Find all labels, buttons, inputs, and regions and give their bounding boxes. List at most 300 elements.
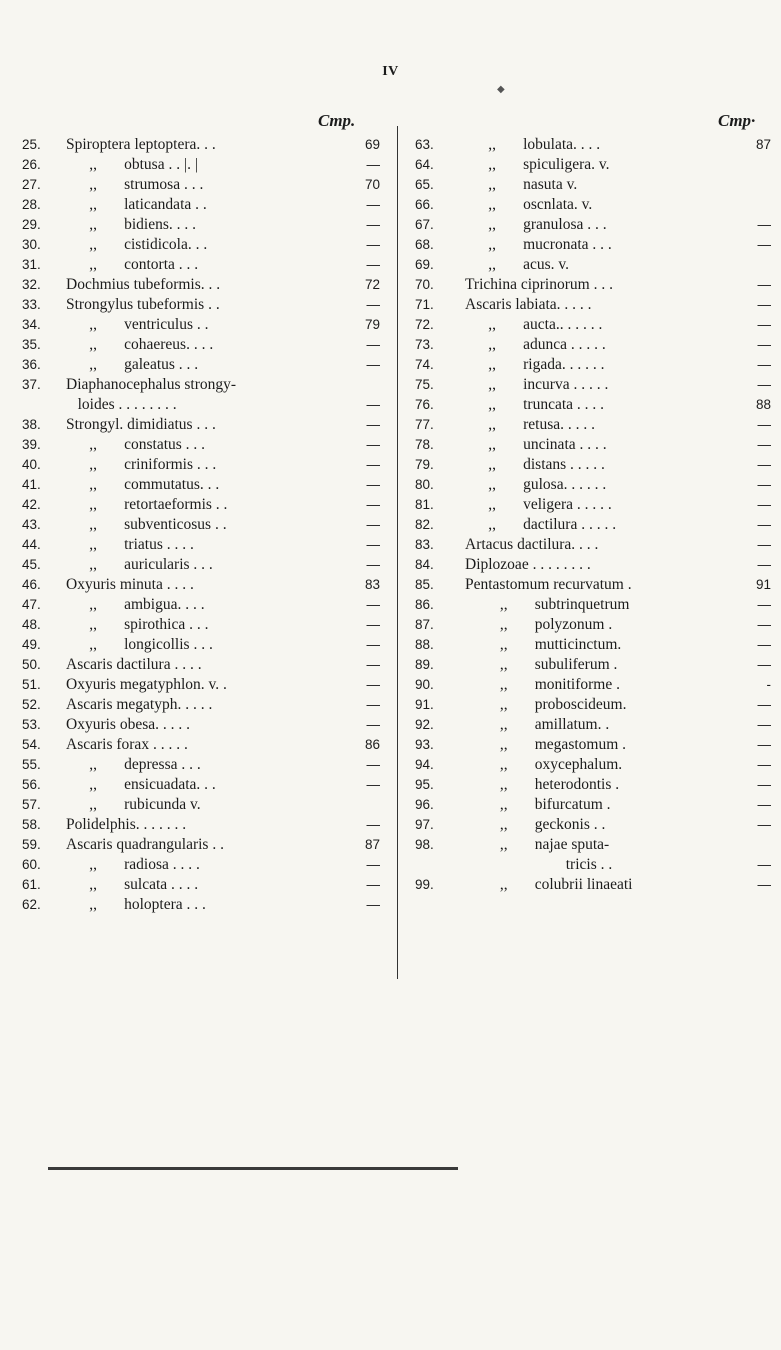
list-item [20, 415, 380, 435]
list-item [20, 535, 380, 555]
entry-page-ref: — [366, 437, 380, 452]
entry-number: 36. [22, 357, 41, 372]
entry-number: 63. [415, 137, 434, 152]
entry-name: ,, uncinata . . . . [465, 436, 607, 453]
entry-name: Diplozoae . . . . . . . . [465, 556, 591, 573]
entry-number: 70. [415, 277, 434, 292]
entry-number: 93. [415, 737, 434, 752]
entry-number: 81. [415, 497, 434, 512]
entry-name: ,, triatus . . . . [66, 536, 194, 553]
entry-number: 33. [22, 297, 41, 312]
entry-number: 84. [415, 557, 434, 572]
entry-page-ref: — [366, 477, 380, 492]
entry-name: ,, gulosa. . . . . . [465, 476, 607, 493]
list-item [20, 395, 380, 415]
entry-page-ref: — [757, 757, 771, 772]
entry-number: 43. [22, 517, 41, 532]
entry-page-ref: — [366, 717, 380, 732]
entry-name: ,, rubicunda v. [66, 796, 201, 813]
list-item [20, 435, 380, 455]
entry-name: ,, cohaereus. . . . [66, 336, 214, 353]
entry-page-ref: — [757, 497, 771, 512]
entry-number: 74. [415, 357, 434, 372]
entry-page-ref: — [366, 337, 380, 352]
entry-page-ref [358, 375, 380, 395]
entry-name: ,, incurva . . . . . [465, 376, 609, 393]
list-item [413, 855, 771, 875]
list-item [20, 755, 380, 775]
list-item [20, 875, 380, 895]
entry-page-ref: — [366, 817, 380, 832]
entry-name: ,, polyzonum . [465, 616, 613, 633]
entry-page-ref: — [757, 357, 771, 372]
list-item [20, 255, 380, 275]
entry-page-ref: — [757, 737, 771, 752]
list-item [20, 635, 380, 655]
entry-name: Ascaris quadrangularis . . [66, 836, 224, 853]
list-item [413, 455, 771, 475]
entry-number [20, 395, 66, 415]
entry-name: ,, cistidicola. . . [66, 236, 208, 253]
entry-number: 62. [22, 897, 41, 912]
entry-name: ,, proboscideum. [465, 696, 627, 713]
entry-name: ,, spirothica . . . [66, 616, 209, 633]
entry-page-ref: 87 [364, 837, 380, 852]
entry-page-ref [749, 155, 771, 175]
entry-number: 66. [415, 197, 434, 212]
list-item [413, 835, 771, 855]
list-item [20, 675, 380, 695]
entry-number: 47. [22, 597, 41, 612]
left-entry-list [20, 135, 380, 915]
entry-page-ref: — [366, 517, 380, 532]
entry-page-ref: — [757, 437, 771, 452]
entry-page-ref: — [366, 497, 380, 512]
entry-page-ref: — [366, 237, 380, 252]
list-item [413, 255, 771, 275]
list-item [413, 155, 771, 175]
entry-page-ref [749, 195, 771, 215]
entry-name: ,, aucta.. . . . . . [465, 316, 603, 333]
entry-name: ,, subventicosus . . [66, 516, 227, 533]
entry-page-ref: — [757, 457, 771, 472]
entry-name: ,, lobulata. . . . [465, 136, 601, 153]
entry-name: ,, radiosa . . . . [66, 856, 200, 873]
entry-number: 52. [22, 697, 41, 712]
list-item [413, 875, 771, 895]
bottom-rule [48, 1167, 458, 1170]
entry-number: 44. [22, 537, 41, 552]
entry-number: 91. [415, 697, 434, 712]
entry-number: 86. [415, 597, 434, 612]
list-item [413, 315, 771, 335]
entry-name: ,, monitiforme . [465, 676, 620, 693]
entry-page-ref: — [757, 517, 771, 532]
entry-name: Strongyl. dimidiatus . . . [66, 416, 216, 433]
entry-name: ,, retortaeformis . . [66, 496, 228, 513]
entry-number: 71. [415, 297, 434, 312]
entry-name: ,, heterodontis . [465, 776, 620, 793]
entry-page-ref: — [366, 697, 380, 712]
entry-page-ref: — [757, 657, 771, 672]
entry-number: 94. [415, 757, 434, 772]
entry-page-ref: — [366, 857, 380, 872]
list-item [413, 415, 771, 435]
list-item [413, 195, 771, 215]
list-item [413, 375, 771, 395]
entry-number: 38. [22, 417, 41, 432]
entry-name: ,, bidiens. . . . [66, 216, 197, 233]
entry-number: 58. [22, 817, 41, 832]
entry-number: 89. [415, 657, 434, 672]
entry-name: ,, bifurcatum . [465, 796, 611, 813]
entry-number: 99. [415, 877, 434, 892]
list-item [20, 515, 380, 535]
entry-name: Trichina ciprinorum . . . [465, 276, 613, 293]
entry-name: ,, criniformis . . . [66, 456, 217, 473]
entry-page-ref: — [757, 317, 771, 332]
list-item [20, 715, 380, 735]
list-item [413, 595, 771, 615]
list-item [413, 715, 771, 735]
entry-page-ref: — [757, 817, 771, 832]
entry-number: 37. [22, 377, 41, 392]
right-entry-list [413, 135, 771, 895]
entry-name: Ascaris dactilura . . . . [66, 656, 202, 673]
entry-page-ref [749, 255, 771, 275]
list-item [20, 615, 380, 635]
list-item [20, 275, 380, 295]
entry-name: Ascaris megatyph. . . . . [66, 696, 213, 713]
entry-name: ,, najae sputa- [465, 836, 610, 853]
entry-page-ref [749, 175, 771, 195]
entry-page-ref: — [757, 857, 771, 872]
list-item [20, 895, 380, 915]
entry-name: ,, distans . . . . . [465, 456, 605, 473]
list-item [413, 135, 771, 155]
entry-name: ,, adunca . . . . . [465, 336, 606, 353]
entry-page-ref: — [366, 637, 380, 652]
entry-number: 25. [22, 137, 41, 152]
entry-number: 78. [415, 437, 434, 452]
entry-number: 97. [415, 817, 434, 832]
entry-page-ref: — [757, 417, 771, 432]
entry-number: 75. [415, 377, 434, 392]
entry-number: 77. [415, 417, 434, 432]
list-item [413, 535, 771, 555]
entry-page-ref: — [366, 557, 380, 572]
entry-number: 51. [22, 677, 41, 692]
list-item [20, 455, 380, 475]
entry-name: Artacus dactilura. . . . [465, 536, 599, 553]
entry-number: 54. [22, 737, 41, 752]
entry-name: ,, auricularis . . . [66, 556, 213, 573]
entry-page-ref: 86 [364, 737, 380, 752]
list-item [20, 295, 380, 315]
entry-page-ref: — [757, 717, 771, 732]
entry-name: ,, dactilura . . . . . [465, 516, 617, 533]
entry-name: ,, granulosa . . . [465, 216, 607, 233]
entry-number: 85. [415, 577, 434, 592]
entry-name: ,, depressa . . . [66, 756, 201, 773]
entry-number: 64. [415, 157, 434, 172]
list-item [413, 395, 771, 415]
entry-name: ,, geckonis . . [465, 816, 606, 833]
list-item [20, 835, 380, 855]
list-item [413, 735, 771, 755]
list-item [413, 495, 771, 515]
entry-number: 72. [415, 317, 434, 332]
list-item [20, 595, 380, 615]
list-item [20, 815, 380, 835]
entry-page-ref: — [366, 677, 380, 692]
list-item [20, 155, 380, 175]
entry-page-ref: — [366, 257, 380, 272]
list-item [413, 275, 771, 295]
entry-page-ref: — [366, 597, 380, 612]
entry-page-ref: — [757, 277, 771, 292]
entry-page-ref: — [366, 397, 380, 412]
list-item [413, 355, 771, 375]
entry-page-ref: - [766, 677, 771, 692]
entry-name: Strongylus tubeformis . . [66, 296, 220, 313]
entry-page-ref: — [757, 637, 771, 652]
entry-number: 48. [22, 617, 41, 632]
entry-page-ref: — [366, 417, 380, 432]
entry-name: ,, laticandata . . [66, 196, 207, 213]
entry-name: Polidelphis. . . . . . . [66, 816, 187, 833]
entry-number: 96. [415, 797, 434, 812]
entry-name: ,, colubrii linaeati [465, 876, 633, 893]
entry-name: Ascaris forax . . . . . [66, 736, 188, 753]
entry-number: 29. [22, 217, 41, 232]
entry-page-ref: — [757, 877, 771, 892]
entry-name: Oxyuris megatyphlon. v. . [66, 676, 227, 693]
entry-name: ,, ambigua. . . . [66, 596, 205, 613]
entry-number: 92. [415, 717, 434, 732]
entry-number: 27. [22, 177, 41, 192]
list-item [20, 495, 380, 515]
entry-page-ref: — [366, 357, 380, 372]
entry-number: 56. [22, 777, 41, 792]
entry-number: 87. [415, 617, 434, 632]
list-item [20, 375, 380, 395]
entry-page-ref: — [757, 537, 771, 552]
list-item [20, 655, 380, 675]
entry-page-ref: 72 [364, 277, 380, 292]
right-column-heading: Cmp· [718, 111, 756, 130]
entry-page-ref: — [366, 217, 380, 232]
entry-page-ref: — [757, 617, 771, 632]
list-item [20, 695, 380, 715]
entry-number: 39. [22, 437, 41, 452]
entry-page-ref: — [757, 777, 771, 792]
entry-name: Spiroptera leptoptera. . . [66, 136, 216, 153]
entry-number: 90. [415, 677, 434, 692]
entry-number: 57. [22, 797, 41, 812]
list-item [413, 475, 771, 495]
entry-name: ,, contorta . . . [66, 256, 199, 273]
entry-number: 83. [415, 537, 434, 552]
entry-number: 28. [22, 197, 41, 212]
list-item [20, 315, 380, 335]
list-item [413, 295, 771, 315]
entry-name: Ascaris labiata. . . . . [465, 296, 592, 313]
entry-name: ,, sulcata . . . . [66, 876, 199, 893]
entry-number: 50. [22, 657, 41, 672]
list-item [20, 235, 380, 255]
entry-name: ,, acus. v. [465, 256, 570, 273]
entry-page-ref: — [366, 757, 380, 772]
entry-name: ,, longicollis . . . [66, 636, 213, 653]
entry-number: 76. [415, 397, 434, 412]
entry-number: 61. [22, 877, 41, 892]
entry-page-ref: 79 [364, 317, 380, 332]
entry-number: 31. [22, 257, 41, 272]
entry-name: loides . . . . . . . . [66, 396, 177, 413]
entry-page-ref: — [366, 897, 380, 912]
entry-number: 67. [415, 217, 434, 232]
entry-page-ref: — [366, 617, 380, 632]
entry-page-ref: — [757, 477, 771, 492]
entry-name: ,, megastomum . [465, 736, 627, 753]
entry-number: 68. [415, 237, 434, 252]
list-item [413, 335, 771, 355]
entry-name: ,, ensicuadata. . . [66, 776, 216, 793]
list-item [413, 755, 771, 775]
entry-number: 30. [22, 237, 41, 252]
entry-name: ,, obtusa . . |. | [66, 156, 198, 173]
entry-name: ,, ventriculus . . [66, 316, 209, 333]
entry-number: 41. [22, 477, 41, 492]
entry-number: 34. [22, 317, 41, 332]
entry-page-ref: — [366, 157, 380, 172]
entry-name: Dochmius tubeformis. . . [66, 276, 221, 293]
list-item [20, 795, 380, 815]
entry-name: Oxyuris obesa. . . . . [66, 716, 190, 733]
entry-page-ref: 91 [755, 577, 771, 592]
list-item [413, 675, 771, 695]
entry-number: 35. [22, 337, 41, 352]
entry-number: 26. [22, 157, 41, 172]
list-item [413, 555, 771, 575]
ink-mark-icon: ◆ [497, 84, 505, 95]
list-item [20, 355, 380, 375]
list-item [20, 475, 380, 495]
entry-page-ref: — [366, 537, 380, 552]
list-item [413, 435, 771, 455]
entry-name: ,, retusa. . . . . [465, 416, 596, 433]
entry-number: 79. [415, 457, 434, 472]
entry-number: 45. [22, 557, 41, 572]
entry-name: ,, oscnlata. v. [465, 196, 593, 213]
entry-name: ,, truncata . . . . [465, 396, 605, 413]
entry-page-ref: 88 [755, 397, 771, 412]
list-item [20, 195, 380, 215]
entry-page-ref: — [757, 237, 771, 252]
entry-page-ref: — [757, 217, 771, 232]
list-item [20, 775, 380, 795]
list-item [20, 735, 380, 755]
entry-page-ref: — [757, 697, 771, 712]
entry-page-ref: 70 [364, 177, 380, 192]
list-item [20, 855, 380, 875]
entry-number: 80. [415, 477, 434, 492]
list-item [413, 635, 771, 655]
entry-name: ,, mutticinctum. [465, 636, 622, 653]
entry-name: ,, subuliferum . [465, 656, 618, 673]
list-item [413, 815, 771, 835]
list-item [413, 615, 771, 635]
entry-name: ,, holoptera . . . [66, 896, 206, 913]
entry-number: 73. [415, 337, 434, 352]
entry-page-ref [749, 835, 771, 855]
entry-number: 82. [415, 517, 434, 532]
entry-number [413, 855, 465, 875]
list-item [413, 515, 771, 535]
entry-name: ,, veligera . . . . . [465, 496, 612, 513]
entry-number: 60. [22, 857, 41, 872]
entry-name: ,, nasuta v. [465, 176, 578, 193]
entry-page-ref: — [757, 337, 771, 352]
page-number: IV [382, 64, 399, 79]
list-item [20, 555, 380, 575]
entry-name: ,, strumosa . . . [66, 176, 204, 193]
entry-name: ,, amillatum. . [465, 716, 610, 733]
entry-number: 42. [22, 497, 41, 512]
entry-number: 69. [415, 257, 434, 272]
list-item [20, 335, 380, 355]
entry-page-ref: — [366, 297, 380, 312]
list-item [20, 575, 380, 595]
entry-page-ref: — [366, 197, 380, 212]
entry-name: ,, galeatus . . . [66, 356, 199, 373]
entry-page-ref: — [366, 657, 380, 672]
column-divider [397, 126, 398, 979]
entry-page-ref: — [757, 557, 771, 572]
entry-number: 53. [22, 717, 41, 732]
entry-number: 98. [415, 837, 434, 852]
entry-page-ref: — [757, 297, 771, 312]
entry-name: ,, oxycephalum. [465, 756, 623, 773]
list-item [413, 695, 771, 715]
left-column-heading: Cmp. [318, 111, 356, 130]
entry-page-ref: 83 [364, 577, 380, 592]
list-item [413, 175, 771, 195]
entry-page-ref: — [366, 777, 380, 792]
entry-name: ,, spiculigera. v. [465, 156, 610, 173]
entry-number: 40. [22, 457, 41, 472]
entry-name: ,, subtrinquetrum [465, 596, 630, 613]
list-item [413, 235, 771, 255]
entry-number: 49. [22, 637, 41, 652]
entry-number: 32. [22, 277, 41, 292]
list-item [413, 795, 771, 815]
list-item [413, 775, 771, 795]
entry-number: 95. [415, 777, 434, 792]
entry-name: tricis . . [465, 856, 613, 873]
entry-name: Oxyuris minuta . . . . [66, 576, 194, 593]
entry-page-ref: — [366, 457, 380, 472]
entry-number: 46. [22, 577, 41, 592]
list-item [20, 135, 380, 155]
entry-number: 65. [415, 177, 434, 192]
entry-number: 55. [22, 757, 41, 772]
entry-page-ref: — [366, 877, 380, 892]
entry-name: ,, commutatus. . . [66, 476, 220, 493]
entry-name: ,, constatus . . . [66, 436, 206, 453]
entry-name: Diaphanocephalus strongy- [66, 376, 237, 393]
